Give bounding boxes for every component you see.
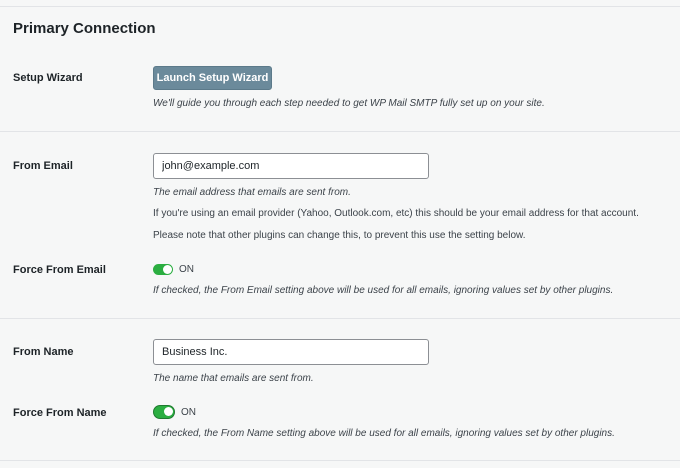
force-from-email-toggle[interactable]	[153, 264, 194, 275]
from-name-label: From Name	[13, 346, 74, 358]
force-from-email-description: If checked, the From Email setting above will be used for all emails, ignoring values set by other plugins.	[153, 285, 614, 296]
toggle-switch-icon	[153, 405, 175, 419]
setup-wizard-description: We'll guide you through each step needed to get WP Mail SMTP fully set up on your site.	[153, 98, 545, 109]
from-name-field[interactable]	[153, 339, 429, 365]
force-from-name-toggle[interactable]	[153, 405, 196, 419]
section-title: Primary Connection	[13, 20, 156, 37]
toggle-state-label: ON	[181, 406, 196, 418]
from-email-provider-note: If you're using an email provider (Yahoo, Outlook.com, etc) this should be your email address for that account.	[153, 208, 639, 219]
from-email-field[interactable]	[153, 153, 429, 179]
from-email-plugins-note: Please note that other plugins can change this, to prevent this use the setting below.	[153, 230, 526, 241]
launch-setup-wizard-button[interactable]: Launch Setup Wizard	[153, 66, 272, 90]
force-from-name-label: Force From Name	[13, 407, 107, 419]
divider	[0, 131, 680, 132]
from-email-label: From Email	[13, 160, 73, 172]
from-email-description: The email address that emails are sent from.	[153, 187, 351, 198]
force-from-email-label: Force From Email	[13, 264, 106, 276]
divider	[0, 460, 680, 461]
toggle-state-label: ON	[179, 264, 194, 275]
toggle-switch-icon	[153, 264, 173, 275]
from-name-description: The name that emails are sent from.	[153, 373, 314, 384]
top-divider	[0, 6, 680, 7]
setup-wizard-label: Setup Wizard	[13, 72, 83, 84]
divider	[0, 318, 680, 319]
force-from-name-description: If checked, the From Name setting above will be used for all emails, ignoring values set by other plugins.	[153, 428, 615, 439]
